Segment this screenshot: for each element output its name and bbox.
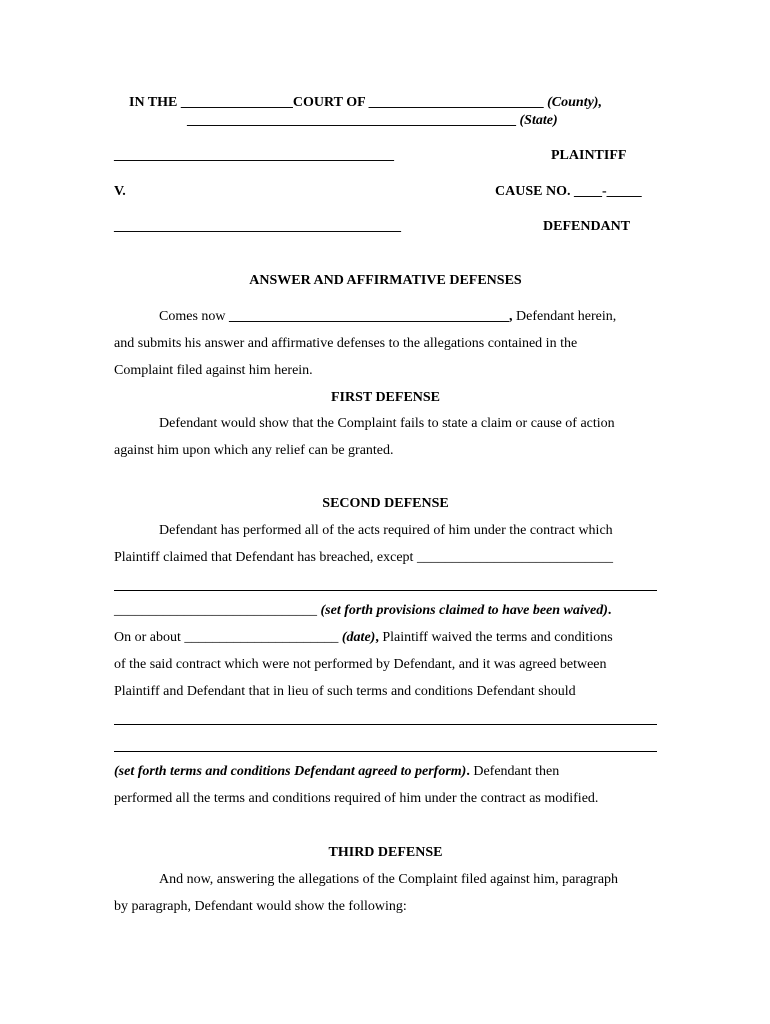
second-defense-heading: SECOND DEFENSE xyxy=(322,496,449,511)
first-defense-line-2: against him upon which any relief can be granted. xyxy=(114,443,394,458)
plaintiff-label: PLAINTIFF xyxy=(551,148,627,163)
defendant-then-text: Defendant then xyxy=(469,764,560,779)
county-blank[interactable]: _________________________ xyxy=(368,95,544,110)
caption-in-the: IN THE xyxy=(129,95,181,110)
date-blank[interactable]: ______________________ xyxy=(184,630,339,645)
intro-defendant-herein: Defendant herein, xyxy=(512,309,617,324)
cause-number-blank-2[interactable]: _____ xyxy=(606,184,642,199)
defendant-label: DEFENDANT xyxy=(543,219,631,234)
intro-comma: , xyxy=(509,309,513,324)
third-defense-line-1: And now, answering the allegations of the Complaint filed against him, paragraph xyxy=(159,872,619,887)
versus-label: V. xyxy=(114,184,126,199)
date-label: (date) xyxy=(338,630,376,645)
on-or-about-text: On or about xyxy=(114,630,185,645)
document-title: ANSWER AND AFFIRMATIVE DEFENSES xyxy=(249,273,522,288)
cause-number-dash: - xyxy=(601,184,607,199)
performed-line: performed all the terms and conditions required of him under the contract as modified. xyxy=(114,791,599,806)
terms-label-line xyxy=(114,764,559,780)
provisions-period: . xyxy=(607,603,612,618)
intro-line-1 xyxy=(159,309,616,325)
court-name-blank[interactable]: ________________ xyxy=(180,95,293,110)
county-label: (County), xyxy=(543,95,602,110)
cause-number-blank-1[interactable]: ____ xyxy=(573,184,602,199)
cause-number-line xyxy=(495,184,642,200)
except-text: Plaintiff claimed that Defendant has breached, except xyxy=(114,550,417,565)
third-defense-line-2: by paragraph, Defendant would show the following: xyxy=(114,899,407,914)
terms-blank-line-2[interactable] xyxy=(114,751,657,752)
terms-blank-line-1[interactable] xyxy=(114,724,657,725)
date-comma: , xyxy=(375,630,379,645)
first-defense-line-1: Defendant would show that the Complaint fails to state a claim or cause of action xyxy=(159,416,615,431)
intro-comes-now: Comes now xyxy=(159,309,229,324)
intro-line-2: and submits his answer and affirmative defenses to the allegations contained in the xyxy=(114,336,578,351)
second-defense-line-1: Defendant has performed all of the acts required of him under the contract which xyxy=(159,523,613,538)
terms-label: (set forth terms and conditions Defendant agreed to perform) xyxy=(114,764,467,779)
state-label: (State) xyxy=(516,113,558,128)
defendant-name-intro-blank[interactable]: ________________________________________ xyxy=(229,309,509,324)
plaintiff-name-blank[interactable]: ________________________________________ xyxy=(114,148,394,163)
state-blank[interactable]: _______________________________________________ xyxy=(187,113,516,128)
intro-line-3: Complaint filed against him herein. xyxy=(114,363,313,378)
defendant-name-blank[interactable]: _________________________________________ xyxy=(114,219,401,234)
contract-terms-line: of the said contract which were not performed by Defendant, and it was agreed between xyxy=(114,657,607,672)
waiver-date-line xyxy=(114,630,613,646)
provisions-blank[interactable]: _____________________________ xyxy=(114,603,317,618)
caption-court-of: COURT OF xyxy=(292,95,369,110)
provisions-label: (set forth provisions claimed to have been waived) xyxy=(317,603,608,618)
waiver-text: Plaintiff waived the terms and conditions xyxy=(378,630,613,645)
first-defense-heading: FIRST DEFENSE xyxy=(330,390,441,405)
lieu-line: Plaintiff and Defendant that in lieu of such terms and conditions Defendant should xyxy=(114,684,576,699)
provisions-line xyxy=(114,603,611,619)
third-defense-heading: THIRD DEFENSE xyxy=(328,845,443,860)
terms-period: . xyxy=(466,764,470,779)
caption-state-line xyxy=(187,113,558,129)
cause-number-label: CAUSE NO. xyxy=(495,184,574,199)
except-blank[interactable]: ____________________________ xyxy=(416,550,613,565)
caption-court-line xyxy=(129,95,602,111)
second-defense-line-2 xyxy=(114,550,613,566)
provisions-blank-line[interactable] xyxy=(114,590,657,591)
